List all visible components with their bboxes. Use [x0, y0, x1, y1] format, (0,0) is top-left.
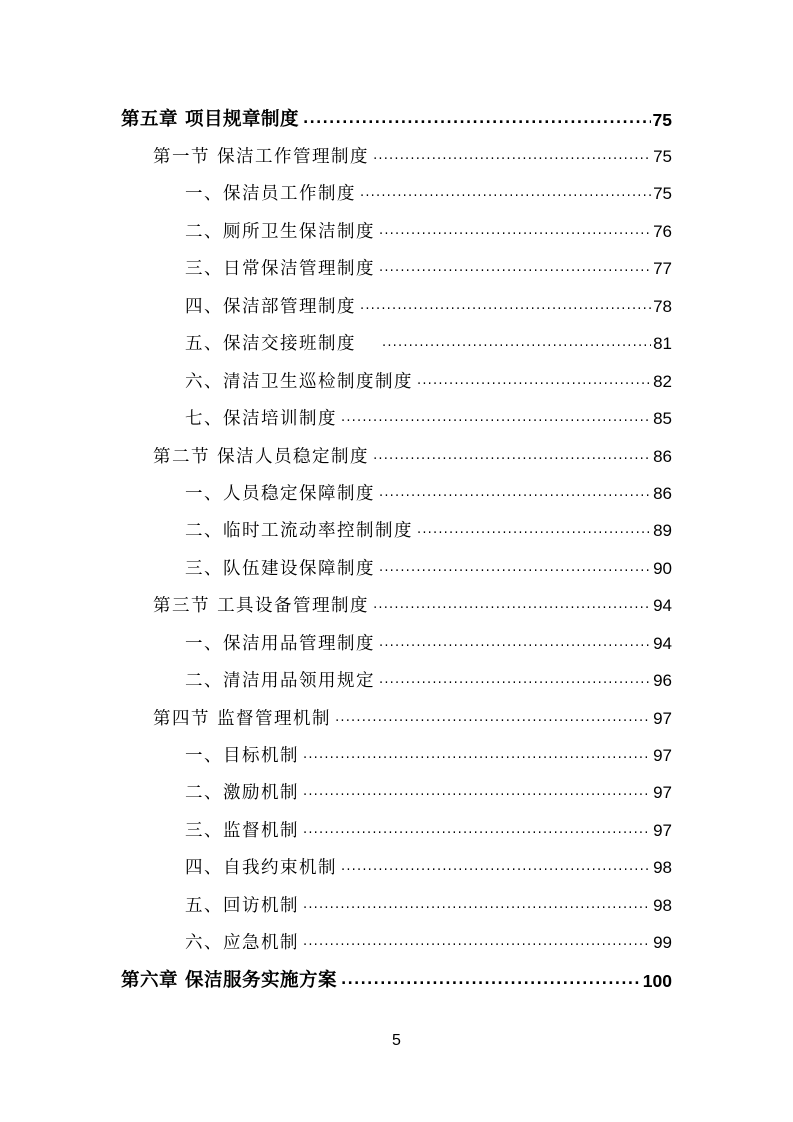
toc-entry-page: 76: [653, 222, 672, 241]
toc-entry-item[interactable]: [0, 515, 672, 543]
toc-entry-page: 97: [653, 746, 672, 765]
toc-entry-item[interactable]: [0, 253, 672, 281]
toc-entry-label: 第一节 保洁工作管理制度: [153, 147, 370, 167]
toc-entry-item[interactable]: [0, 628, 672, 656]
toc-entry-item[interactable]: [0, 852, 672, 880]
toc-entry-item[interactable]: [0, 328, 672, 356]
toc-leader-dots: [341, 408, 651, 428]
toc-entry-label: 四、自我约束机制: [185, 858, 337, 878]
toc-entry-label: 一、保洁员工作制度: [185, 184, 356, 204]
toc-entry-item[interactable]: [0, 216, 672, 244]
toc-leader-dots: [303, 782, 651, 802]
toc-leader-dots: [341, 857, 651, 877]
toc-entry-chapter-5[interactable]: [0, 104, 672, 132]
toc-entry-label: 七、保洁培训制度: [185, 409, 337, 429]
toc-entry-item[interactable]: [0, 777, 672, 805]
toc-entry-page: 98: [653, 896, 672, 915]
toc-entry-item[interactable]: [0, 478, 672, 506]
toc-entry-label: 二、临时工流动率控制制度: [185, 521, 413, 541]
toc-entry-item[interactable]: [0, 178, 672, 206]
toc-entry-page: 99: [653, 933, 672, 952]
toc-entry-page: 94: [653, 634, 672, 653]
toc-entry-section[interactable]: [0, 141, 672, 169]
toc-leader-dots: [341, 970, 641, 990]
toc-entry-page: 97: [653, 783, 672, 802]
toc-entry-label: 二、清洁用品领用规定: [185, 671, 375, 691]
toc-entry-label: 三、队伍建设保障制度: [185, 559, 375, 579]
toc-entry-page: 94: [653, 596, 672, 615]
toc-entry-label: 一、人员稳定保障制度: [185, 484, 375, 504]
toc-entry-page: 89: [653, 521, 672, 540]
toc-entry-item[interactable]: [0, 366, 672, 394]
toc-leader-dots: [335, 708, 651, 728]
toc-entry-label: 六、应急机制: [185, 933, 299, 953]
toc-entry-page: 98: [653, 858, 672, 877]
toc-entry-section[interactable]: [0, 703, 672, 731]
toc-leader-dots: [379, 483, 651, 503]
toc-entry-page: 75: [653, 184, 672, 203]
toc-leader-dots: [379, 670, 651, 690]
toc-entry-section[interactable]: [0, 590, 672, 618]
toc-entry-page: 97: [653, 709, 672, 728]
toc-entry-label: 六、清洁卫生巡检制度制度: [185, 372, 413, 392]
toc-entry-page: 96: [653, 671, 672, 690]
toc-entry-page: 85: [653, 409, 672, 428]
toc-leader-dots: [303, 745, 651, 765]
toc-leader-dots: [373, 146, 651, 166]
toc-leader-dots: [373, 595, 651, 615]
toc-entry-label: 一、保洁用品管理制度: [185, 634, 375, 654]
toc-entry-item[interactable]: [0, 291, 672, 319]
toc-entry-label: 五、保洁交接班制度: [185, 334, 356, 354]
toc-entry-item[interactable]: [0, 927, 672, 955]
toc-entry-label: 第四节 监督管理机制: [153, 709, 332, 729]
toc-entry-page: 86: [653, 447, 672, 466]
toc-entry-item[interactable]: [0, 665, 672, 693]
toc-entry-label: 第二节 保洁人员稳定制度: [153, 447, 370, 467]
toc-entry-section[interactable]: [0, 441, 672, 469]
toc-entry-label: 第五章 项目规章制度: [121, 109, 299, 130]
toc-entry-item[interactable]: [0, 890, 672, 918]
toc-leader-dots: [373, 446, 651, 466]
toc-entry-page: 100: [642, 971, 672, 991]
toc-entry-item[interactable]: [0, 815, 672, 843]
page-number: 5: [392, 1032, 401, 1049]
toc-entry-label: 三、监督机制: [185, 821, 299, 841]
toc-leader-dots: [379, 221, 651, 241]
toc-entry-label: 二、激励机制: [185, 783, 299, 803]
toc-entry-label: 五、回访机制: [185, 896, 299, 916]
toc-entry-label: 第三节 工具设备管理制度: [153, 596, 370, 616]
toc-entry-label: 第六章 保洁服务实施方案: [121, 970, 337, 991]
toc-entry-page: 77: [653, 259, 672, 278]
toc-entry-page: 78: [653, 297, 672, 316]
toc-leader-dots: [303, 109, 651, 129]
toc-entry-label: 三、日常保洁管理制度: [185, 259, 375, 279]
toc-leader-dots: [417, 371, 651, 391]
toc-entry-page: 75: [653, 147, 672, 166]
toc-entry-page: 86: [653, 484, 672, 503]
toc-entry-chapter-6[interactable]: [0, 965, 672, 993]
toc-entry-page: 81: [653, 334, 672, 353]
toc-entry-page: 90: [653, 559, 672, 578]
toc-entry-label: 一、目标机制: [185, 746, 299, 766]
toc-entry-item[interactable]: [0, 403, 672, 431]
toc-leader-dots: [303, 932, 651, 952]
toc-entry-page: 75: [652, 110, 672, 130]
toc-leader-dots: [382, 333, 651, 353]
toc-entry-label: 四、保洁部管理制度: [185, 297, 356, 317]
toc-leader-dots: [303, 895, 651, 915]
toc-entry-label: 二、厕所卫生保洁制度: [185, 222, 375, 242]
toc-entry-page: 82: [653, 372, 672, 391]
toc-entry-page: 97: [653, 821, 672, 840]
toc-leader-dots: [303, 820, 651, 840]
toc-entry-item[interactable]: [0, 740, 672, 768]
toc-leader-dots: [360, 183, 651, 203]
toc-leader-dots: [417, 520, 651, 540]
toc-leader-dots: [379, 258, 651, 278]
toc-leader-dots: [360, 296, 651, 316]
toc-leader-dots: [379, 558, 651, 578]
toc-leader-dots: [379, 633, 651, 653]
toc-entry-item[interactable]: [0, 553, 672, 581]
